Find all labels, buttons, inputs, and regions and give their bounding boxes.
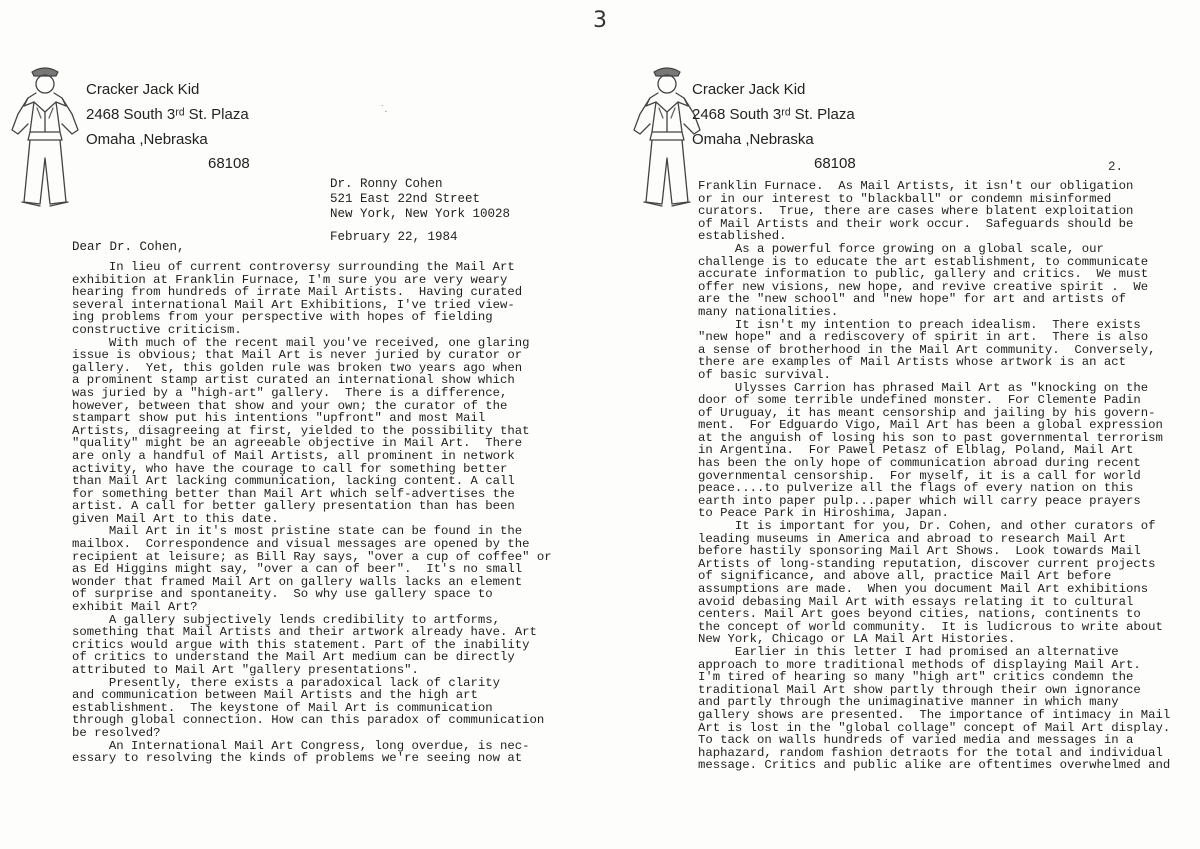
body-line: ing problems from your perspective with hopes of fielding [72,310,493,325]
body-line: message. Critics and public alike are oftentimes overwhelmed and [698,758,1171,773]
body-line: has been the only hope of communication abroad during recent [698,456,1141,471]
body-line: be resolved? [72,725,161,740]
letter-date: February 22, 1984 [330,230,458,244]
body-line: Franklin Furnace. As Mail Artists, it isn't our obligation [698,179,1134,193]
recipient-city: New York, New York 10028 [330,207,511,221]
letter-page-2 [600,0,1200,849]
body-line: gallery. Yet, this golden rule was broken two years ago when [72,360,523,375]
salutation: Dear Dr. Cohen, [72,240,185,254]
sender-street: 2468 South 3ʳᵈ St. Plaza [692,105,855,123]
body-line: Presently, there exists a paradoxical lack of clarity [72,675,501,690]
body-line: and communication between Mail Artists and the high art [72,688,478,703]
body-line: activity, who have the courage to call for something better [72,461,508,476]
body-line: issue is obvious; that Mail Art is never juried by curator or [72,348,523,363]
letterhead [692,78,856,177]
sender-name: Cracker Jack Kid [86,81,200,98]
body-line: haphazard, random fashion detraots for the total and individual [698,745,1163,760]
body-line: to Peace Park in Hiroshima, Japan. [698,506,949,521]
body-line: curators. True, there are cases where blatent exploitation [698,204,1134,219]
body-line: leading museums in America and abroad to research Mail Art [698,531,1127,546]
body-line: ment. For Edguardo Vigo, Mail Art has been a global expression [698,418,1163,433]
body-line: there are examples of Mail Artists whose artwork is an act [698,355,1127,370]
body-line: stampart show put his intentions "upfront" and most Mail [72,411,486,426]
sender-name: Cracker Jack Kid [692,81,806,98]
body-line: I'm tired of hearing so many "high art" critics condemn the [698,670,1134,685]
body-line: of significance, and above all, practice Mail Art before [698,569,1112,584]
body-line: as Ed Higgins might say, "over a can of beer". It's no small [72,562,523,577]
sender-city: Omaha ,Nebraska [692,130,814,148]
body-line: Art is lost in the "global collage" concept of Mail Art display. [698,720,1171,735]
body-line: Mail Art in it's most pristine state can be found in the [72,524,523,539]
body-line: In lieu of current controversy surrounding the Mail Art [72,260,515,274]
body-line: many nationalities. [698,304,839,319]
body-line: accurate information to public, gallery and critics. We must [698,267,1149,282]
body-line: gallery shows are presented. The importance of intimacy in Mail [698,707,1171,722]
body-line: established. [698,229,787,244]
body-line: several international Mail Art Exhibitions, I've tried view- [72,297,515,312]
body-line: It is important for you, Dr. Cohen, and other curators of [698,519,1156,534]
body-line: recipient at leisure; as Bill Ray says, "over a cup of coffee" or [72,549,552,564]
sender-street: 2468 South 3ʳᵈ St. Plaza [86,105,249,123]
body-line: "new hope" and a rediscovery of spirit in art. There is also [698,330,1149,345]
body-line: of Mail Artists and their work occur. Safeguards should be [698,216,1134,231]
body-line: "quality" might be an agreeable objective in Mail Art. There [72,436,523,451]
body-line: a prominent stamp artist curated an international show which [72,373,515,388]
body-line: Ulysses Carrion has phrased Mail Art as "knocking on the [698,380,1149,395]
recipient-address [330,177,510,245]
recipient-name: Dr. Ronny Cohen [330,177,443,191]
body-line: hearing from hundreds of irrate Mail Artists. Having curated [72,285,523,300]
body-line: in Argentina. For Pawel Petasz of Elblag, Poland, Mail Art [698,443,1134,458]
body-line: As a powerful force growing on a global scale, our [698,241,1104,256]
body-line: artist. A call for better gallery presentation than has been [72,499,515,514]
body-line: traditional Mail Art show partly through their own ignorance [698,682,1141,697]
body-line: Artists, disagreeing at first, yielded to the possibility that [72,423,530,438]
letter-body-page-2 [698,180,1170,772]
continuation-page-number: 2. [1108,160,1124,174]
body-line: establishment. The keystone of Mail Art is communication [72,700,493,715]
body-line: of Uruguay, it has meant censorship and jailing by his govern- [698,405,1156,420]
body-line: the concept of world community. It is ludicrous to write about [698,619,1163,634]
body-line: centers. Mail Art goes beyond cities, nations, continents to [698,607,1141,622]
body-line: approach to more traditional methods of displaying Mail Art. [698,657,1141,672]
body-line: are the "new school" and "new hope" for art and artists of [698,292,1127,307]
body-line: than Mail Art lacking communication, lacking content. A call [72,474,515,489]
body-line: through global connection. How can this paradox of communication [72,713,545,728]
body-line: avoid debasing Mail Art with essays relating it to cultural [698,594,1134,609]
body-line: wonder that framed Mail Art on gallery walls lacks an element [72,574,523,589]
body-line: given Mail Art to this date. [72,511,279,526]
body-line: exhibit Mail Art? [72,600,198,615]
body-line: challenge is to educate the art establishment, to communicate [698,254,1149,269]
sailor-figure-icon [6,62,84,212]
page-number: 3 [593,8,607,33]
body-line: offer new visions, new hope, and revive creative spirit . We [698,279,1149,294]
body-line: at the anguish of losing his son to past governmental terrorism [698,430,1163,445]
body-line: New York, Chicago or LA Mail Art Histories. [698,632,1016,647]
stray-mark: ˙. [380,105,388,115]
body-line: governmental censorship. For myself, it is a call for world [698,468,1141,483]
body-line: An International Mail Art Congress, long overdue, is nec- [72,738,530,753]
body-line: Earlier in this letter I had promised an alternative [698,644,1119,659]
body-line: earth into paper pulp...paper which will carry peace prayers [698,493,1141,508]
body-line: are only a handful of Mail Artists, all prominent in network [72,448,515,463]
body-line: exhibition at Franklin Furnace, I'm sure you are very weary [72,272,508,287]
body-line: peace....to pulverize all the flags of every nation on this [698,481,1134,496]
body-line: of surprise and spontaneity. So why use gallery space to [72,587,493,602]
body-line: assumptions are made. When you document Mail Art exhibitions [698,582,1149,596]
body-line: was juried by a "high-art" gallery. There is a difference, [72,385,508,400]
body-line: or in our interest to "blackball" or condemn misinformed [698,191,1112,206]
body-line: constructive criticism. [72,322,242,337]
sender-zip: 68108 [814,155,856,173]
body-line: something that Mail Artists and their artwork already have. Art [72,625,537,640]
body-line: With much of the recent mail you've received, one glaring [72,335,530,350]
body-line: however, between that show and your own; the curator of the [72,398,508,413]
letterhead [86,78,250,177]
body-line: attributed to Mail Art "gallery presentations". [72,663,419,677]
body-line: A gallery subjectively lends credibility to artforms, [72,612,501,627]
body-line: a sense of brotherhood in the Mail Art community. Conversely, [698,342,1156,357]
body-line: It isn't my intention to preach idealism. There exists [698,317,1141,332]
body-line: mailbox. Correspondence and visual messages are opened by the [72,537,530,552]
body-line: door of some terrible undefined monster. For Clemente Padin [698,393,1141,408]
body-line: for something better than Mail Art which self-advertises the [72,486,515,501]
sender-zip: 68108 [208,155,250,173]
body-line: To tack on walls hundreds of varied media and messages in a [698,733,1134,748]
sender-city: Omaha ,Nebraska [86,130,208,148]
body-line: and partly through the unimaginative manner in which many [698,695,1119,710]
body-line: Artists of long-standing reputation, discover current projects [698,556,1156,571]
body-line: critics would argue with this statement. Part of the inability [72,637,530,652]
body-line: of critics to understand the Mail Art medium can be directly [72,650,515,665]
recipient-street: 521 East 22nd Street [330,192,481,206]
body-line: before hastily sponsoring Mail Art Shows. Look towards Mail [698,544,1141,559]
body-line: of basic survival. [698,367,831,382]
body-line: essary to resolving the kinds of problems we're seeing now at [72,751,523,766]
letter-body-page-1 [72,261,552,765]
